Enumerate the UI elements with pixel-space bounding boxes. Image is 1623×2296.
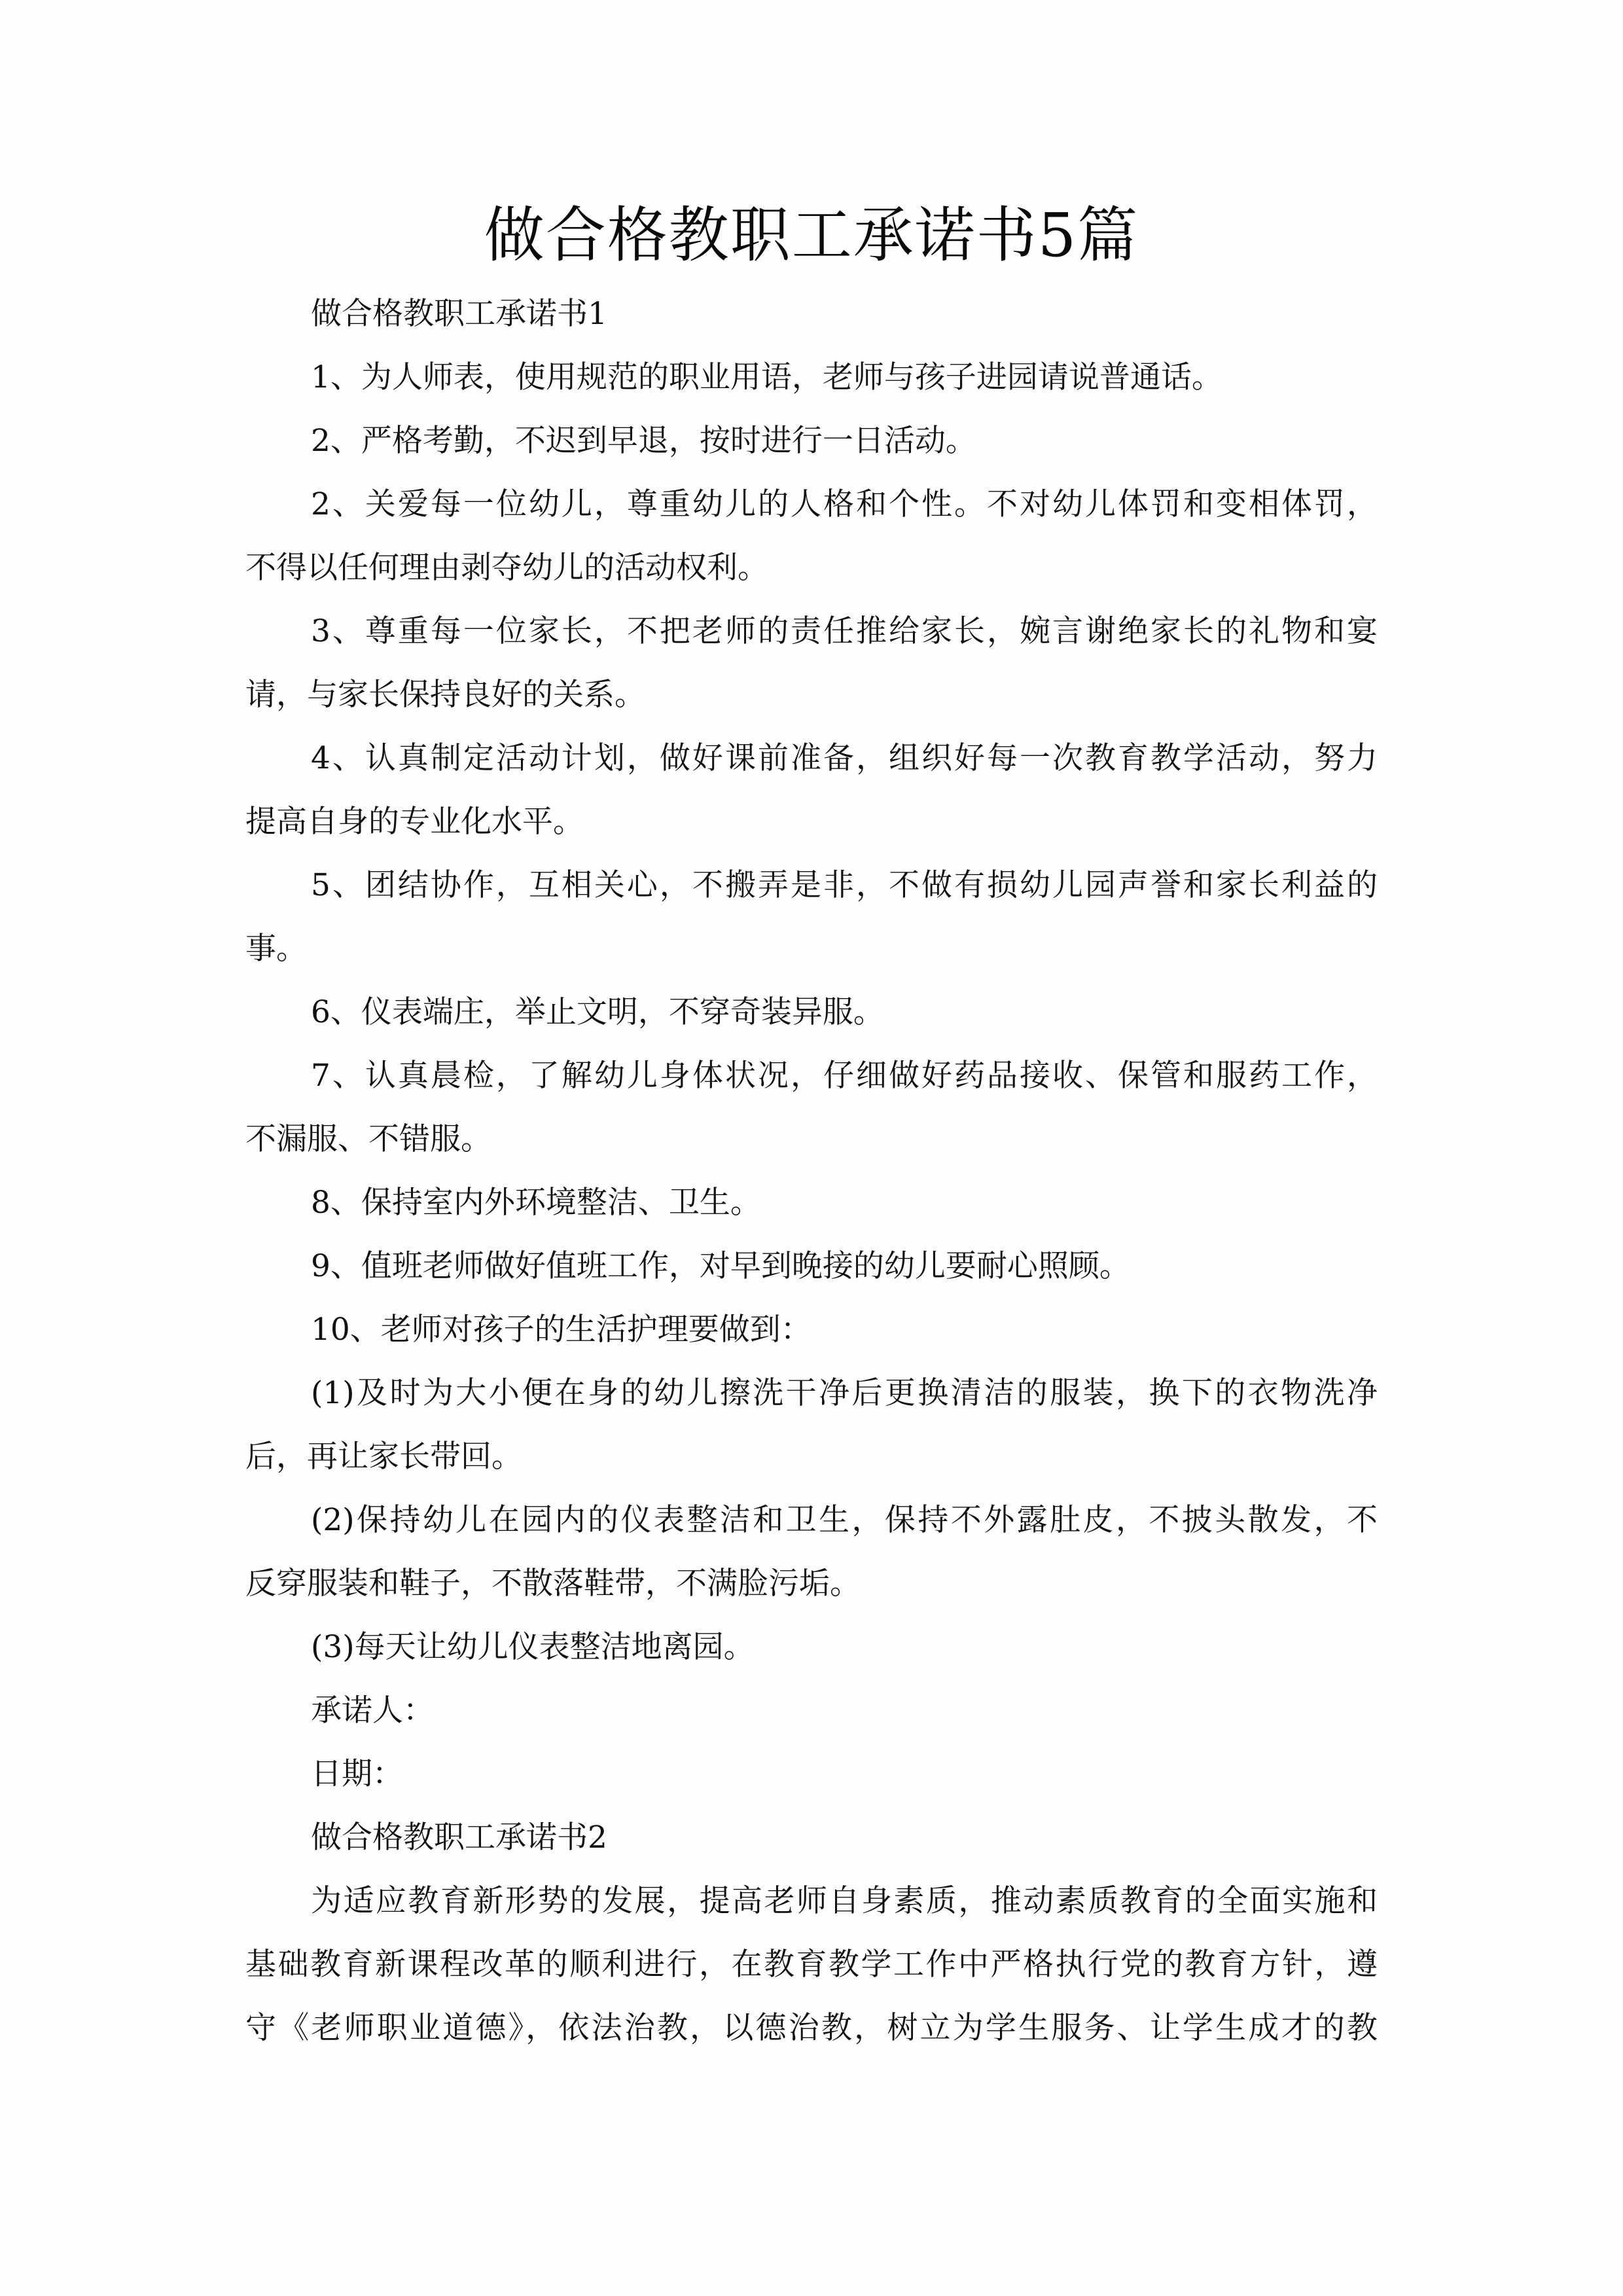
item-7: 6、仪表端庄，举止文明，不穿奇装异服。	[311, 994, 884, 1030]
section-heading-1: 做合格教职工承诺书1	[311, 296, 607, 332]
section-heading-2: 做合格教职工承诺书2	[311, 1820, 607, 1856]
item-6-line-2: 事。	[245, 931, 307, 967]
paragraph-line-3: 守《老师职业道德》，依法治教，以德治教，树立为学生服务、让学生成才的教	[245, 2010, 1378, 2046]
item-14: (3)每天让幼儿仪表整洁地离园。	[311, 1629, 755, 1665]
item-10: 9、值班老师做好值班工作，对早到晚接的幼儿要耐心照顾。	[311, 1248, 1130, 1284]
item-12-line-2: 后，再让家长带回。	[245, 1439, 522, 1475]
item-4-line-2: 请，与家长保持良好的关系。	[245, 677, 645, 713]
document-title: 做合格教职工承诺书5篇	[484, 200, 1139, 270]
item-13-line-1: (2)保持幼儿在园内的仪表整洁和卫生，保持不外露肚皮，不披头散发，不	[311, 1502, 1378, 1538]
item-8-line-2: 不漏服、不错服。	[245, 1121, 491, 1157]
item-3-line-2: 不得以任何理由剥夺幼儿的活动权利。	[245, 550, 768, 586]
signature-label: 承诺人：	[311, 1693, 434, 1729]
item-9: 8、保持室内外环境整洁、卫生。	[311, 1185, 761, 1221]
date-label: 日期：	[311, 1756, 403, 1792]
item-12-line-1: (1)及时为大小便在身的幼儿擦洗干净后更换清洁的服装，换下的衣物洗净	[311, 1375, 1378, 1411]
item-1: 1、为人师表，使用规范的职业用语，老师与孩子进园请说普通话。	[311, 359, 1222, 395]
item-3-line-1: 2、关爱每一位幼儿，尊重幼儿的人格和个性。不对幼儿体罚和变相体罚，	[311, 486, 1378, 522]
item-5-line-2: 提高自身的专业化水平。	[245, 804, 584, 840]
paragraph-line-2: 基础教育新课程改革的顺利进行，在教育教学工作中严格执行党的教育方针，遵	[245, 1946, 1378, 1982]
item-5-line-1: 4、认真制定活动计划，做好课前准备，组织好每一次教育教学活动，努力	[311, 740, 1378, 776]
item-6-line-1: 5、团结协作，互相关心，不搬弄是非，不做有损幼儿园声誉和家长利益的	[311, 867, 1378, 903]
item-11: 10、老师对孩子的生活护理要做到：	[311, 1312, 812, 1348]
item-13-line-2: 反穿服装和鞋子，不散落鞋带，不满脸污垢。	[245, 1566, 861, 1602]
item-8-line-1: 7、认真晨检，了解幼儿身体状况，仔细做好药品接收、保管和服药工作，	[311, 1058, 1378, 1094]
item-4-line-1: 3、尊重每一位家长，不把老师的责任推给家长，婉言谢绝家长的礼物和宴	[311, 613, 1378, 649]
item-2: 2、严格考勤，不迟到早退，按时进行一日活动。	[311, 423, 976, 459]
paragraph-line-1: 为适应教育新形势的发展，提高老师自身素质，推动素质教育的全面实施和	[311, 1883, 1378, 1919]
